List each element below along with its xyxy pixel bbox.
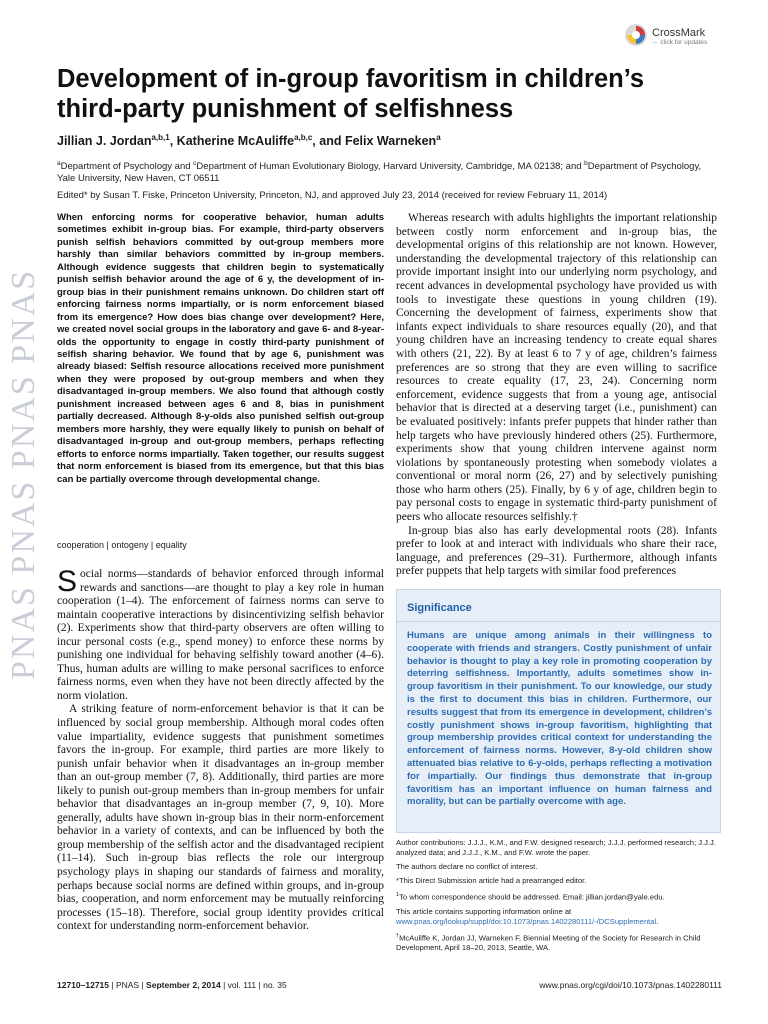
crossmark-title: CrossMark: [652, 27, 706, 39]
keywords: cooperation | ontogeny | equality: [57, 540, 187, 550]
footer-separator: |: [109, 980, 116, 990]
page-footer-citation: [57, 980, 287, 990]
affil-sup-b: b: [584, 160, 588, 167]
crossmark-icon: [624, 23, 648, 52]
author-contributions: Author contributions: J.J.J., K.M., and F.W. designed research; J.J.J. performed research; J.J.J. analyzed data; and J.J.J., K.M., and F.W. wrote the paper.: [396, 838, 716, 857]
significance-box: [396, 589, 721, 833]
conflict-statement: The authors declare no conflict of interest.: [396, 862, 538, 871]
article-title: Development of in-group favoritism in children’s third-party punishment of selfishness: [57, 65, 645, 123]
footer-journal: PNAS: [115, 980, 140, 990]
significance-divider: [397, 621, 720, 622]
footer-pages: 12710–12715: [57, 980, 110, 990]
affil-text-2: Department of Human Evolutionary Biology, Harvard University, Cambridge, MA 02138; and: [196, 161, 585, 173]
author-name[interactable]: Katherine McAuliffe: [176, 134, 295, 149]
correspondence-sup: 1: [396, 892, 400, 898]
significance-text: Humans are unique among animals in their willingness to cooperate with friends and strangers. Costly punishment of unfair behavior is thought to play a key role in promoting cooperation by deterring selfishness. Importantly, adults sometimes show in-group favoritism in their punishment. To our knowledge, our study is the first to document this bias in children. Furthermore, our results suggest that from its emergence in development, children’s costly punishment shows in-group favoritism, highlighting that group membership provides critical context for understanding the enforcement of fairness norms. However, 8-y-old children show attenuated bias relative to 6-y-olds, perhaps reflecting a motivation for impartially. Our findings thus demonstrate that in-group favoritism has an important influence on human fairness and morality, but can be partially overcome with age.: [407, 630, 712, 808]
author-name[interactable]: Jillian J. Jordan: [57, 134, 152, 149]
footer-separator: |: [256, 980, 264, 990]
abstract: When enforcing norms for cooperative behavior, human adults sometimes exhibit in-group bias. For example, third-party observers punish selfish behaviors committed by out-group members more harshly than similar behaviors committed by in-group members. Although evidence suggests that children begin to systematically punish selfish behavior around the age of 6 y, the development of in-group bias in their punishment remains unknown. Do children start off enforcing fairness norms impartially, or is norm enforcement biased from its emergence? How does bias change over development? Here, we created novel social groups in the laboratory and gave 6- and 8-year-olds the opportunity to engage in costly third-party punishment of selfish sharing behavior. We found that by age 6, punishment was already biased: Selfish resource allocations received more punishment when they were proposed by out-group members and when they disadvantaged in-group members. We also found that although costly punishment increased between ages 6 and 8, bias in punishment partially decreased. Although 8-y-olds also punished selfish out-group members more harshly, they were equally likely to punish on behalf of disadvantaged in-group and out-group members, perhaps reflecting efforts to enforce norms impartially. Taken together, our results suggest that norm enforcement is biased from its emergence, but that this bias can be partially overcome through developmental change.: [57, 212, 384, 485]
crossmark-badge[interactable]: [624, 22, 734, 52]
author-sup: a,b,1: [151, 133, 170, 142]
supporting-info-pre: This article contains supporting information online at: [396, 906, 572, 916]
footer-separator: |: [139, 980, 147, 990]
author-sup: a,b,c: [294, 133, 313, 142]
article-notes: [396, 838, 721, 957]
affil-sup-a: a: [57, 160, 61, 167]
author-list: [57, 133, 441, 148]
intro-paragraph-1: [57, 565, 384, 703]
body-paragraph-2: In-group bias also has early developmental roots (28). Infants prefer to look at and interact with individuals who share their race, language, and preferences (29–31). Furthermore, although infants prefer puppets that help targets with similar food preferences: [396, 524, 717, 578]
footer-volume: vol. 111: [227, 980, 257, 990]
intro-column-right: [396, 212, 717, 579]
edited-by-line: Edited* by Susan T. Fiske, Princeton University, Princeton, NJ, and approved July 23, 2014 (received for review February 11, 2014): [57, 190, 608, 201]
intro-paragraph-1-text: ocial norms—standards of behavior enforced through informal rewards and sanctions—are thought to play a key role in human cooperation (1–4). The enforcement of fairness norms can serve to maintain cooperative interactions by disincentivizing selfish behavior (2). Experiments show that third-party observers are often willing to incur personal costs (e.g., spend money) to enforce these norms by punishing one individual for behaving selfishly toward another (4–6). Thus, human adults are willing to make personal sacrifices to enforce fairness norms, even when they have not been directly affected by the norm violation.: [57, 568, 384, 702]
significance-title: Significance: [407, 602, 472, 614]
footer-date: September 2, 2014: [146, 980, 221, 990]
author-separator: , and: [312, 134, 345, 149]
footer-doi-url[interactable]: www.pnas.org/cgi/doi/10.1073/pnas.1402280111: [539, 980, 722, 990]
author-name[interactable]: Felix Warneken: [344, 134, 437, 149]
footnote: [396, 931, 721, 954]
drop-cap: S: [57, 565, 78, 598]
footnote-sup: †: [396, 932, 400, 939]
direct-submission-note: *This Direct Submission article had a prearranged editor.: [396, 876, 587, 885]
footer-separator: |: [220, 980, 228, 990]
affil-text-3: Department of Psychology, Yale University, New Haven, CT 06511: [57, 161, 702, 185]
crossmark-subtitle: ← click for updates: [652, 39, 708, 46]
author-sup: a: [436, 133, 441, 142]
supporting-info-link[interactable]: www.pnas.org/lookup/suppl/doi:10.1073/pnas.1402280111/-/DCSupplemental: [396, 916, 657, 926]
footer-number: no. 35: [263, 980, 287, 990]
supporting-info-post: .: [656, 916, 659, 926]
intro-column-left: [57, 565, 384, 934]
watermark-text: PNAS PNAS PNAS PNAS: [5, 268, 42, 680]
body-paragraph-1: Whereas research with adults highlights the important relationship between costly norm enforcement and in-group bias, the developmental origins of this relationship are not known. However, understanding the developmental trajectory of this relationship can provide important insight into our underlying norm psychology, and recent advances in developmental psychology have provided us with tools to investigate these questions in young children (19). Concerning the development of fairness, experiments show that infants expect individuals to share resources equally (20), and that young children have an increasing tendency to create equal shares with others (21, 22). By at least 6 to 7 y of age, children’s fairness preferences are so strong that they are even willing to sacrifice resources to create equality (17, 23, 24). Concerning norm enforcement, evidence suggests that from a young age, antisocial behavior that is directed at a deserving target (i.e., punishment) can be evaluated positively: infants prefer puppets that hinder rather than help targets who have previously hindered others (25). Furthermore, experiments show that young children intervene against norm violations by spontaneously protesting when somebody violates a conventional or moral norm (26, 27) and by selectively punishing those who harm others (25). Finally, by 6 y of age, children begin to pay personal costs to engage in systematic third-party punishment of peers who allocate resources selfishly.†: [396, 212, 717, 524]
affil-text-1: Department of Psychology and: [60, 161, 194, 173]
pnas-side-watermark: [0, 120, 52, 680]
correspondence-text: To whom correspondence should be addressed. Email: jillian.jordan@yale.edu.: [399, 892, 665, 902]
footnote-text: McAuliffe K, Jordan JJ, Warneken F, Biennial Meeting of the Society for Research in Child Development, April 18–20, 2013, Seattle, WA.: [396, 933, 701, 953]
intro-paragraph-2: A striking feature of norm-enforcement behavior is that it can be influenced by social group membership. Although moral codes often value impartiality, evidence suggests that punishment sometimes favors the in-group. For example, third parties are more likely to punish unfair behavior when it disadvantages an in-group member than an out-group member (7, 8). Additionally, third parties are more likely to punish out-group members than in-group members for unfair behavior that disadvantages an in-group member (7, 9, 10). More generally, adults have shown in-group bias in their norm-enforcement behavior in a variety of contexts, and can be influenced by both the group membership of the selfish actor and the disadvantaged recipient (11–14). Such in-group bias reflects the role our intergroup psychology plays in shaping our standards of fairness and morality, perhaps because social norms are defined within groups, and in-group bias, cooperation, and norm enforcement may be mutually reinforcing processes (15–18). Therefore, social group identity provides critical context for understanding norm-enforcement behavior.: [57, 703, 384, 933]
supporting-info-note: [396, 907, 721, 927]
affiliations: [57, 158, 717, 185]
author-separator: ,: [169, 134, 177, 149]
correspondence-note: [396, 890, 721, 903]
affil-sup-c: c: [193, 160, 197, 167]
